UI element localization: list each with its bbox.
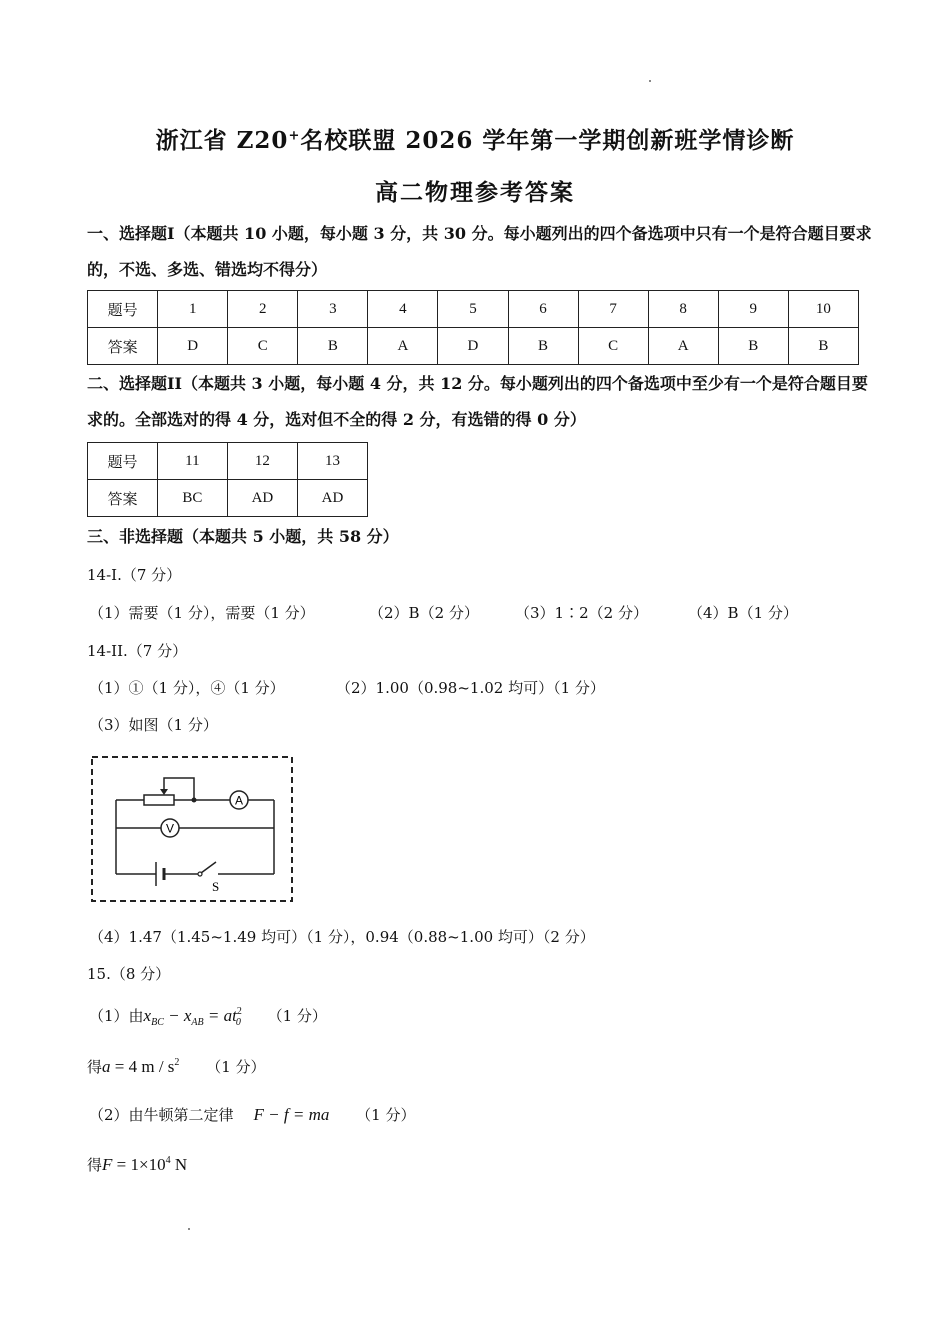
table-cell-answer: B bbox=[298, 328, 368, 365]
table-row-numbers bbox=[88, 291, 859, 328]
table-cell-answer: C bbox=[578, 328, 648, 365]
equation-acceleration: a = 4 m / $s^2$ bbox=[102, 1057, 180, 1076]
q14-1-answer-3: （3）1∶2（2 分） bbox=[515, 604, 648, 622]
q15-line-1-prefix: （1）由 bbox=[89, 1007, 144, 1025]
table-cell-answer: D bbox=[438, 328, 508, 365]
equation-force: $F = 1\times 10^4$ N bbox=[102, 1155, 188, 1174]
equation-newton: F − f = ma bbox=[253, 1105, 330, 1124]
junction-dot bbox=[192, 798, 197, 803]
table-cell-number: 12 bbox=[227, 443, 297, 480]
q14-1-title: 14-I.（7 分） bbox=[87, 566, 182, 584]
row-label-number: 题号 bbox=[88, 291, 158, 328]
table-cell-number: 9 bbox=[718, 291, 788, 328]
table-cell-answer: A bbox=[648, 328, 718, 365]
table-cell-number: 7 bbox=[578, 291, 648, 328]
q15-line-2 bbox=[87, 1056, 266, 1077]
table-cell-answer: AD bbox=[227, 480, 297, 517]
q15-line-2-prefix: 得 bbox=[87, 1058, 103, 1076]
title-superscript: + bbox=[288, 128, 301, 144]
ammeter-label: A bbox=[234, 793, 244, 808]
q15-line-1-score: （1 分） bbox=[267, 1007, 327, 1025]
table-cell-answer: B bbox=[508, 328, 578, 365]
table-row-answers bbox=[88, 480, 368, 517]
row-label-number: 题号 bbox=[88, 443, 158, 480]
q14-1-answer-1: （1）需要（1 分），需要（1 分） bbox=[89, 604, 315, 622]
equation-displacement: $x_{BC} - x_{AB} = at^2_0$ bbox=[143, 1006, 242, 1028]
scan-dot bbox=[649, 80, 651, 82]
q15-line-3-score: （1 分） bbox=[356, 1106, 416, 1124]
table-row-answers bbox=[88, 328, 859, 365]
switch-icon bbox=[201, 862, 216, 873]
table-cell-number: 8 bbox=[648, 291, 718, 328]
table-cell-answer: D bbox=[158, 328, 228, 365]
section3-heading: 三、非选择题（本题共 5 小题，共 58 分） bbox=[87, 527, 399, 546]
q14-2-title: 14-II.（7 分） bbox=[87, 642, 188, 660]
q14-1-answer-2: （2）B（2 分） bbox=[369, 604, 479, 622]
q15-line-4-prefix: 得 bbox=[87, 1156, 103, 1174]
table-cell-answer: A bbox=[368, 328, 438, 365]
q15-title: 15.（8 分） bbox=[87, 965, 171, 983]
page-subtitle: 高二物理参考答案 bbox=[375, 179, 575, 206]
section1-answer-table bbox=[87, 290, 859, 365]
table-cell-number: 10 bbox=[788, 291, 858, 328]
table-cell-number: 6 bbox=[508, 291, 578, 328]
section2-heading: 二、选择题II（本题共 3 小题，每小题 4 分，共 12 分。每小题列出的四个备选项中至少有一个是符合题目要求的。全部选对的得 4 分，选对但不全的得 2 分，有选错的得 0 分） bbox=[87, 374, 868, 429]
title-suffix: 名校联盟 2026 学年第一学期创新班学情诊断 bbox=[300, 127, 795, 154]
q14-2-answer-2: （2）1.00（0.98~1.02 均可）（1 分） bbox=[336, 679, 605, 697]
q15-line-3 bbox=[89, 1104, 415, 1125]
q14-1-answer-4: （4）B（1 分） bbox=[688, 604, 798, 622]
table-cell-number: 5 bbox=[438, 291, 508, 328]
table-cell-number: 1 bbox=[158, 291, 228, 328]
title-prefix: 浙江省 Z20 bbox=[155, 127, 289, 154]
q14-2-answer-3: （3）如图（1 分） bbox=[89, 716, 218, 734]
table-cell-number: 13 bbox=[297, 443, 367, 480]
circuit-diagram bbox=[88, 754, 296, 904]
switch-label: S bbox=[212, 879, 220, 894]
rheostat-icon bbox=[144, 795, 174, 805]
voltmeter-label: V bbox=[165, 821, 175, 836]
scan-dot bbox=[188, 1228, 190, 1230]
q15-line-1 bbox=[89, 1005, 327, 1028]
slider-arrow-icon bbox=[160, 789, 168, 795]
table-row-numbers bbox=[88, 443, 368, 480]
section1-heading: 一、选择题I（本题共 10 小题，每小题 3 分，共 30 分。每小题列出的四个备选项中只有一个是符合题目要求的，不选、多选、错选均不得分） bbox=[87, 224, 872, 279]
q15-line-3-prefix: （2）由牛顿第二定律 bbox=[89, 1106, 234, 1124]
table-cell-answer: BC bbox=[157, 480, 227, 517]
row-label-answer: 答案 bbox=[88, 328, 158, 365]
table-cell-number: 11 bbox=[157, 443, 227, 480]
q15-line-2-score: （1 分） bbox=[206, 1058, 266, 1076]
q14-2-answer-1: （1）①（1 分），④（1 分） bbox=[89, 679, 285, 697]
q14-2-answer-4: （4）1.47（1.45~1.49 均可）（1 分），0.94（0.88~1.00 均可）（2 分） bbox=[89, 928, 595, 946]
table-cell-number: 3 bbox=[298, 291, 368, 328]
section2-answer-table bbox=[87, 442, 368, 517]
table-cell-number: 4 bbox=[368, 291, 438, 328]
table-cell-number: 2 bbox=[228, 291, 298, 328]
row-label-answer: 答案 bbox=[88, 480, 158, 517]
table-cell-answer: B bbox=[718, 328, 788, 365]
table-cell-answer: B bbox=[788, 328, 858, 365]
page-title bbox=[0, 122, 950, 155]
table-cell-answer: AD bbox=[297, 480, 367, 517]
table-cell-answer: C bbox=[228, 328, 298, 365]
q15-line-4 bbox=[87, 1154, 187, 1175]
